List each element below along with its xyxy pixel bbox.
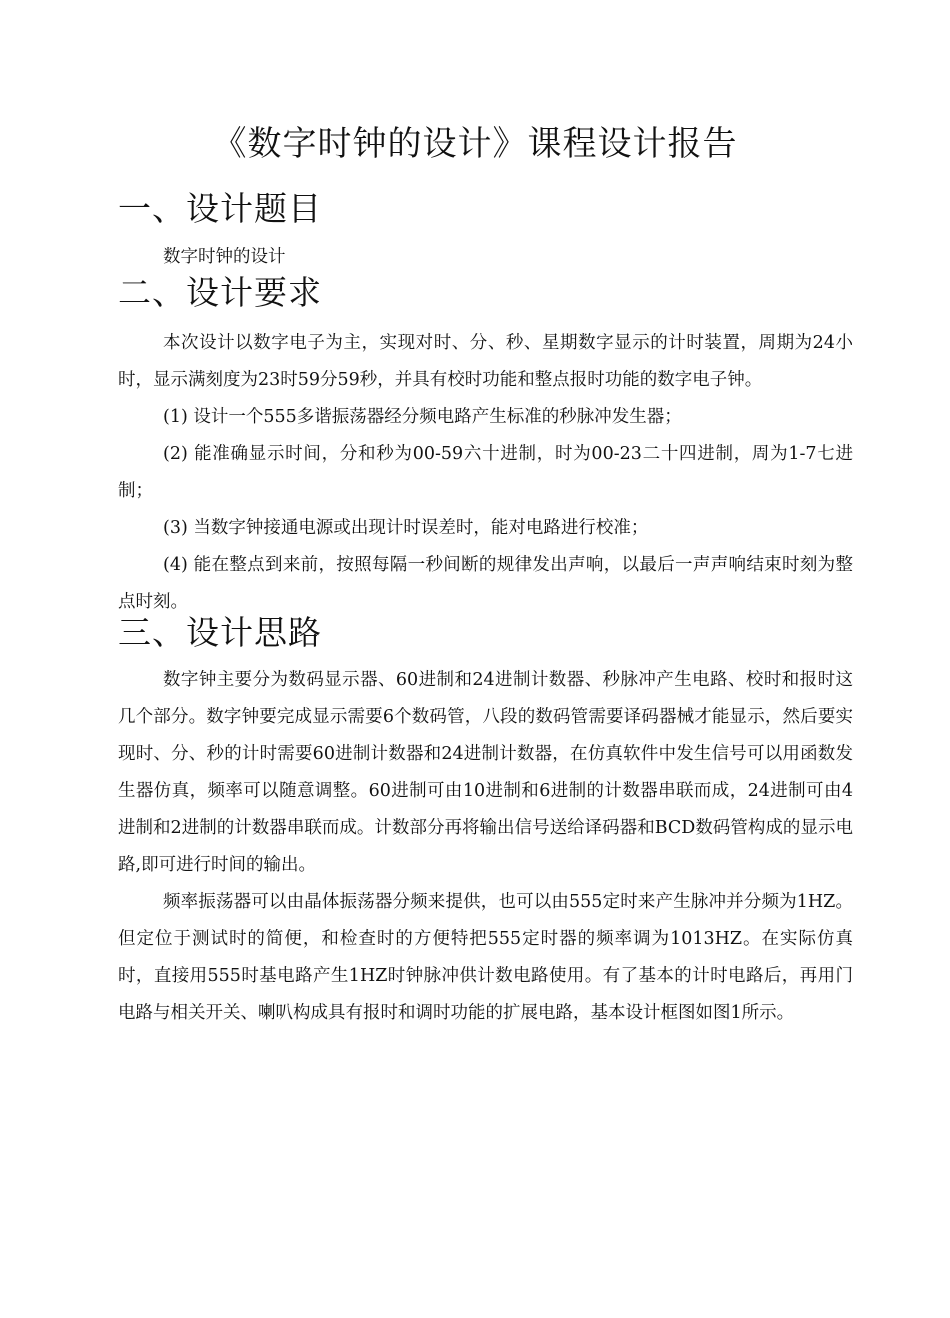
approach-paragraph: 频率振荡器可以由晶体振荡器分频来提供，也可以由555定时来产生脉冲并分频为1HZ。但定位于测试时的简便，和检查时的方便特把555定时器的频率调为1013HZ。在实际仿真时，直接用555时基电路产生1HZ时钟脉冲供计数电路使用。有了基本的计时电路后，再用门电路与相关开关、喇叭构成具有报时和调时功能的扩展电路，基本设计框图如图1所示。 <box>118 892 853 1023</box>
requirements-intro: 本次设计以数字电子为主，实现对时、分、秒、星期数字显示的计时装置，周期为24小时，显示满刻度为23时59分59秒，并具有校时功能和整点报时功能的数字电子钟。 <box>118 333 853 390</box>
requirement-item: (1) 设计一个555多谐振荡器经分频电路产生标准的秒脉冲发生器； <box>163 407 682 427</box>
page-title: 《数字时钟的设计》课程设计报告 <box>212 124 738 164</box>
requirement-item: (3) 当数字钟接通电源或出现计时误差时，能对电路进行校准； <box>163 518 649 538</box>
topic-text: 数字时钟的设计 <box>163 247 286 267</box>
section-heading-topic: 一、设计题目 <box>118 189 322 228</box>
requirement-item: (4) 能在整点到来前，按照每隔一秒间断的规律发出声响，以最后一声声响结束时刻为整点时刻。 <box>118 555 853 612</box>
requirement-item: (2) 能准确显示时间，分和秒为00-59六十进制，时为00-23二十四进制，周为1-7七进制； <box>118 444 853 501</box>
approach-paragraph: 数字钟主要分为数码显示器、60进制和24进制计数器、秒脉冲产生电路、校时和报时这几个部分。数字钟要完成显示需要6个数码管，八段的数码管需要译码器械才能显示，然后要实现时、分、秒的计时需要60进制计数器和24进制计数器，在仿真软件中发生信号可以用函数发生器仿真，频率可以随意调整。60进制可由10进制和6进制的计数器串联而成，24进制可由4进制和2进制的计数器串联而成。计数部分再将输出信号送给译码器和BCD数码管构成的显示电路,即可进行时间的输出。 <box>118 670 853 875</box>
section-heading-approach: 三、设计思路 <box>118 613 322 652</box>
section-heading-requirements: 二、设计要求 <box>118 273 322 312</box>
requirements-list <box>118 399 853 621</box>
